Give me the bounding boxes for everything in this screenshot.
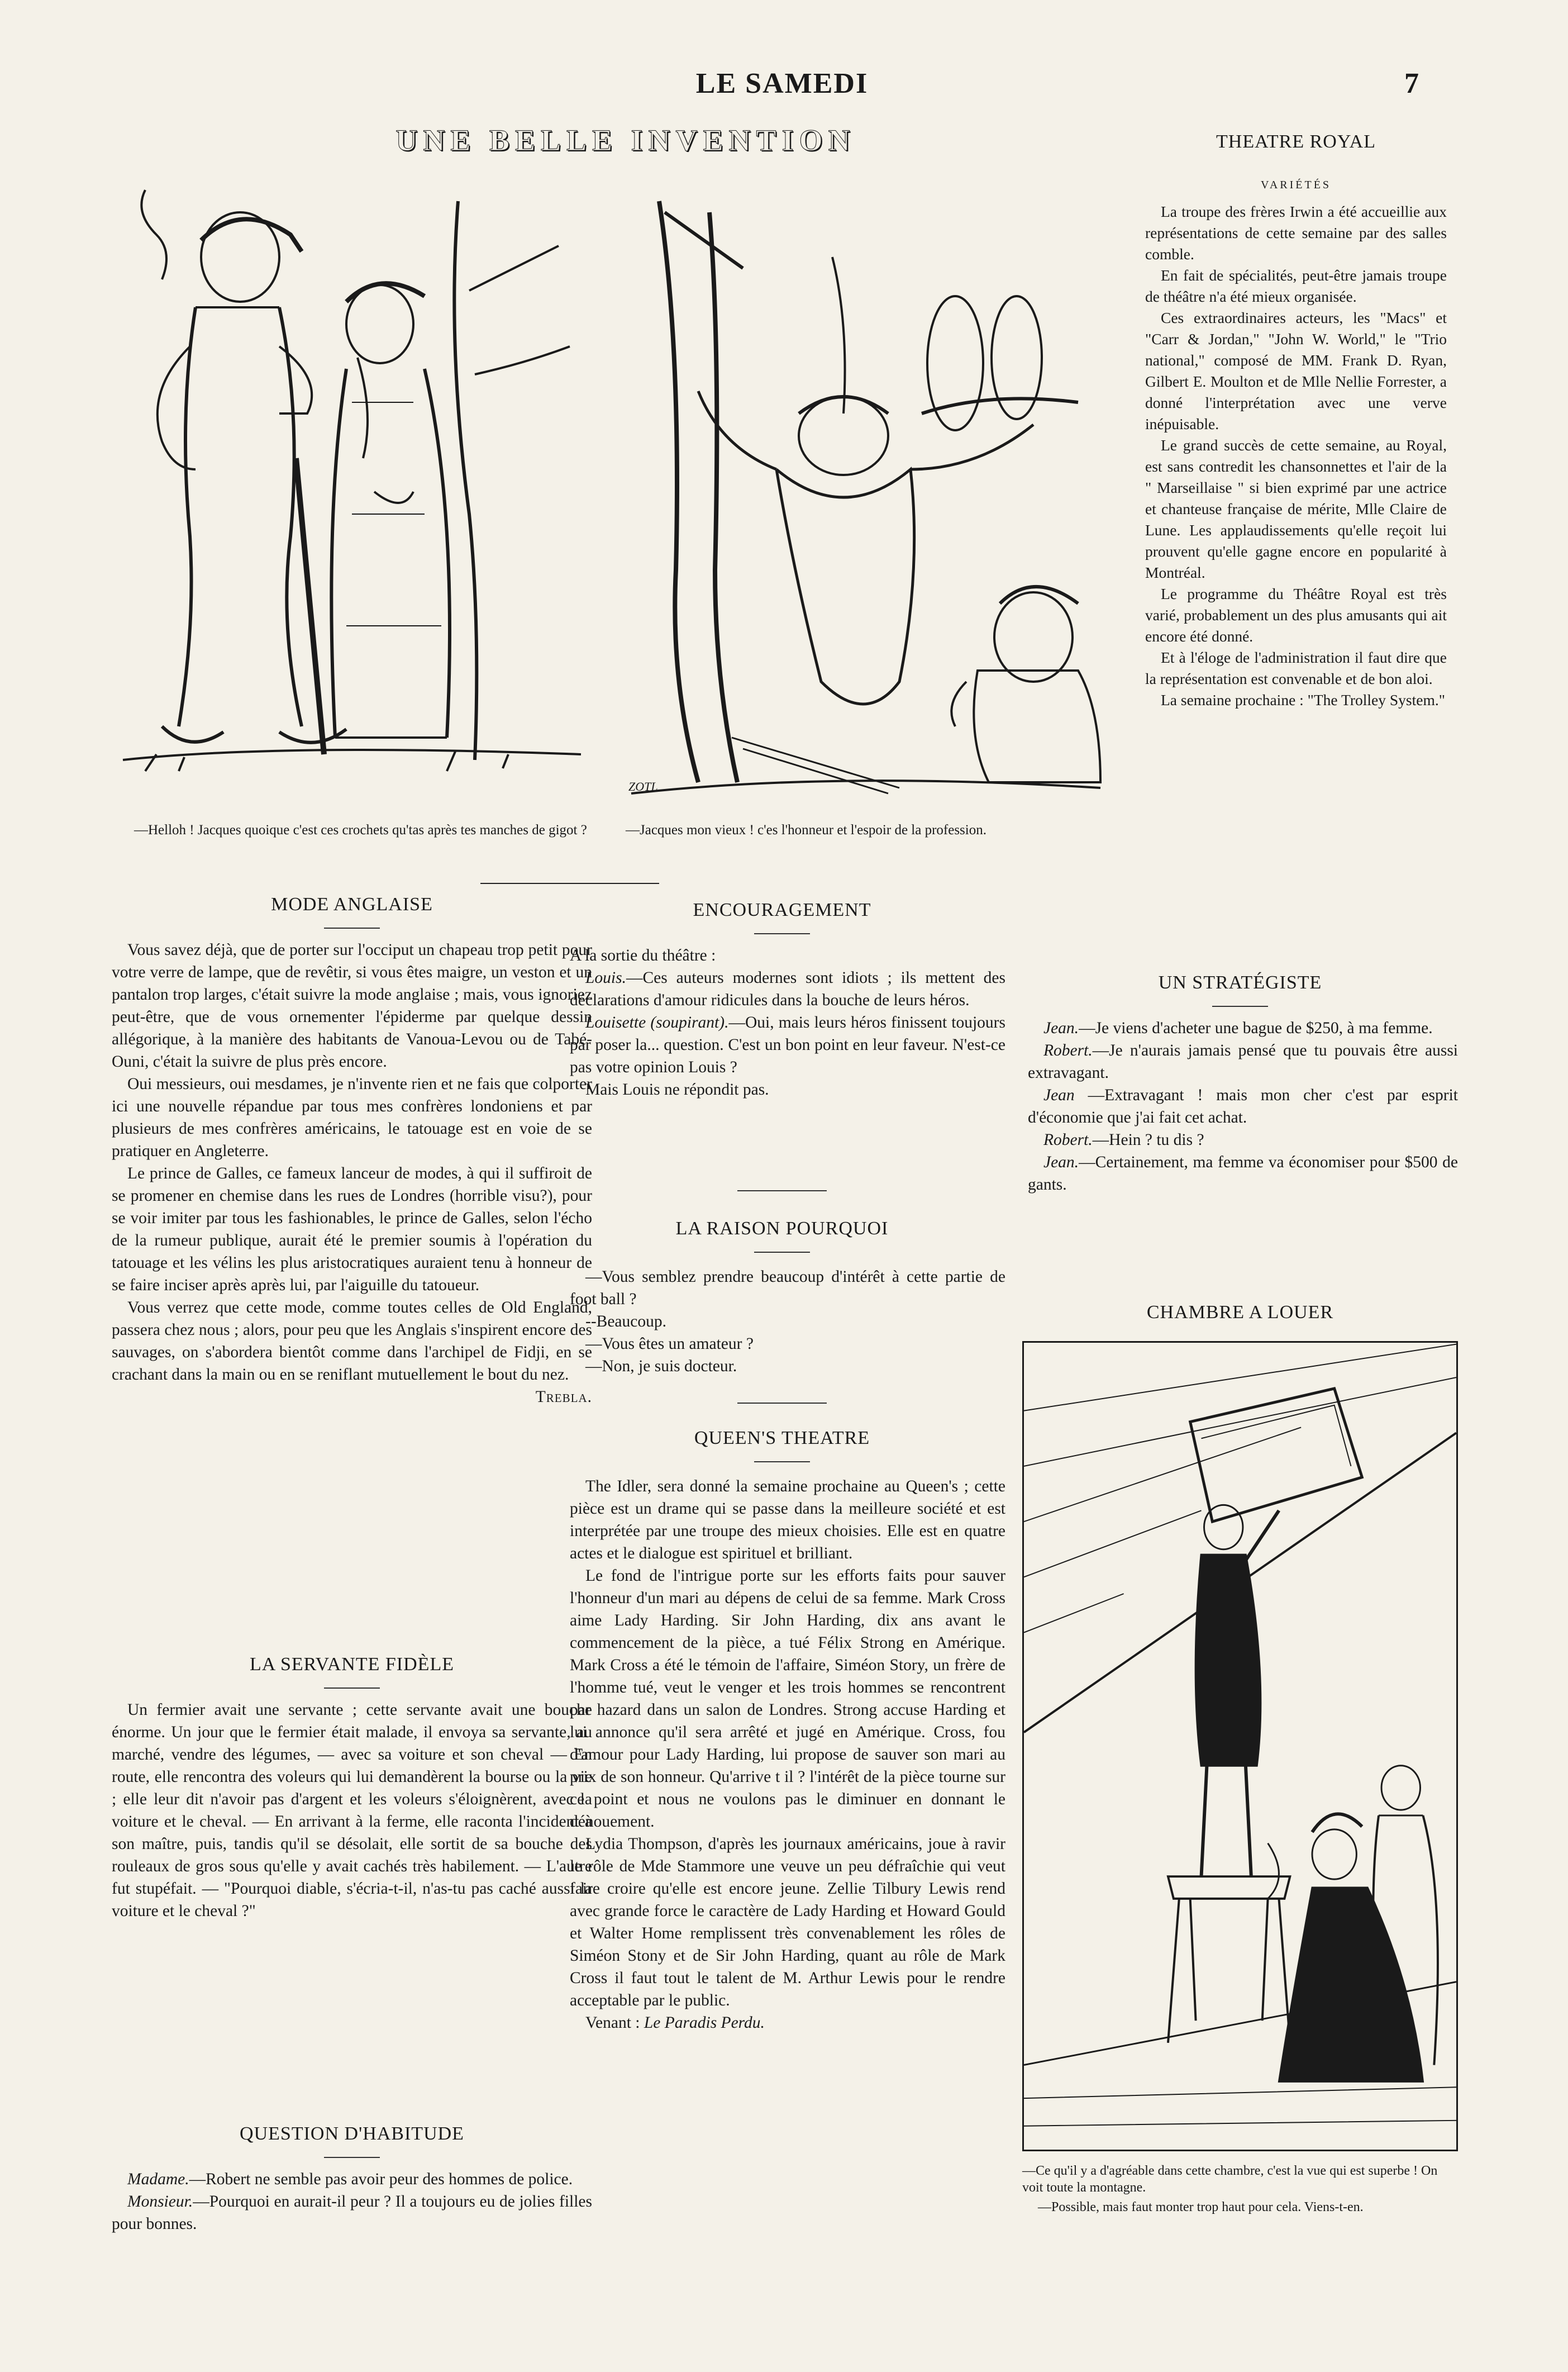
queens-p1: The Idler, sera donné la semaine prochaine au Queen's ; cette pièce est un drame qui se passe dans la meilleure société et est interprétée par une troupe des mieux choisies. Elle est en quatre actes et le dialogue est spirituel et brilliant. (570, 1477, 1005, 1562)
mode-anglaise-heading: MODE ANGLAISE (271, 894, 433, 915)
mode-anglaise-p3: Le prince de Galles, ce fameux lanceur de modes, à qui il suffiroit de se promener en chemise dans les rues de Londres (horrible visu?), pour se voir imiter par tous les fashionables, le prince de Galles, selon l'écho de la rumeur publique, aurait été le premier soumis à l'opération du tatouage et les vélins les plus aristocratiques auraient tenu à honneur de se faire inciser après après lui, par l'aiguille du tatoueur. (112, 1164, 592, 1294)
theatre-royal-heading: THEATRE ROYAL (1216, 131, 1376, 152)
heading-rule (754, 933, 810, 934)
encouragement-speaker-1: Louis. (585, 969, 626, 987)
strategiste-line-2: —Je n'aurais jamais pensé que tu pouvais être aussi extravagant. (1028, 1042, 1458, 1082)
habitude-body (112, 2168, 592, 2235)
section-divider (480, 883, 659, 884)
servante-heading: LA SERVANTE FIDÈLE (250, 1654, 454, 1675)
chambre-caption-1: —Ce qu'il y a d'agréable dans cette chambre, c'est la vue qui est superbe ! On voit toute la montagne. (1022, 2164, 1438, 2195)
strategiste-speaker-5: Jean. (1043, 1153, 1079, 1171)
encouragement-speaker-2: Louisette (soupirant). (585, 1014, 729, 1031)
raison-line-1: —Vous semblez prendre beaucoup d'intérêt à cette partie de foot ball ? (570, 1268, 1005, 1308)
strategiste-heading: UN STRATÉGISTE (1158, 972, 1322, 993)
queens-next-label: Venant : (585, 2014, 640, 2032)
strategiste-line-4: —Hein ? tu dis ? (1092, 1131, 1204, 1149)
queens-heading: QUEEN'S THEATRE (694, 1428, 870, 1448)
artist-signature: ZOTL (628, 779, 658, 793)
mode-anglaise-p4: Vous verrez que cette mode, comme toutes celles de Old England, passera chez nous ; alors, pour peu que les Anglais s'inspirent encore des sauvages, on s'abordera bientôt comme dans l'archipel de Fidji, en se crachant dans la main ou en se reniflant mutuellement le bout du nez. (112, 1299, 592, 1384)
theatre-royal-p1: La troupe des frères Irwin a été accueillie aux représentations de cette semaine par des salles comble. (1145, 203, 1447, 263)
habitude-speaker-1: Madame. (127, 2170, 189, 2188)
habitude-line-2: —Pourquoi en aurait-il peur ? Il a toujours eu de jolies filles pour bonnes. (112, 2193, 592, 2233)
man-on-post-drawing (609, 179, 1112, 816)
section-divider (737, 1190, 827, 1191)
theatre-royal-p4: Le grand succès de cette semaine, au Royal, est sans contredit les chansonnettes et l'air de la " Marseillaise " si bien exprimé par une actrice et chanteuse française de mérite, Mlle Claire de Lune. Les applaudissements qu'elle reçoit lui prouvent qu'elle gagne encore en popularité à Montréal. (1145, 436, 1447, 581)
mode-anglaise-signature: Trebla. (535, 1388, 592, 1406)
raison-heading: LA RAISON POURQUOI (675, 1218, 889, 1239)
servante-p1: Un fermier avait une servante ; cette servante avait une bouche énorme. Un jour que le fermier était malade, il envoya sa servante, au marché, vendre des légumes, — avec sa voiture et son cheval — En route, elle rencontra des voleurs qui lui demandèrent la bourse ou la vie ; elle leur dit n'avoir pas d'argent et les voleurs s'éloignèrent, avec la voiture et le cheval. — En arrivant à la ferme, elle raconta l'incident à son maître, puis, tandis qu'il se désolait, elle sortit de sa bouche des rouleaux de gros sous qu'elle y avait cachés très habilement. — L'autre fut stupéfait. — "Pourquoi diable, s'écria-t-il, n'as-tu pas caché aussi la voiture et le cheval ?" (112, 1701, 592, 1920)
strategiste-speaker-2: Robert. (1043, 1042, 1093, 1059)
raison-line-3: —Vous êtes un amateur ? (585, 1335, 754, 1353)
theatre-royal-p3: Ces extraordinaires acteurs, les "Macs" et "Carr & Jordan," "John W. World," le "Trio national," composé de MM. Frank D. Ryan, Gilbert E. Moulton et de Mlle Nellie Forrester, a donné l'interprétation avec une verve inépuisable. (1145, 309, 1447, 432)
two-men-drawing (112, 179, 592, 782)
theatre-royal-p7: La semaine prochaine : "The Trolley System." (1161, 691, 1445, 709)
heading-rule (324, 2157, 380, 2158)
theatre-royal-body (1145, 201, 1447, 711)
raison-line-4: —Non, je suis docteur. (585, 1357, 737, 1375)
encouragement-line-1: —Ces auteurs modernes sont idiots ; ils mettent des déclarations d'amour ridicules dans la bouche de leurs héros. (570, 969, 1005, 1009)
queens-p3: Lydia Thompson, d'après les journaux américains, joue à ravir le rôle de Mde Stammore une veuve un peu défraîchie qui veut faire croire qu'elle est encore jeune. Zellie Tilbury Lewis rend avec grande force le caractère de Lady Harding et Howard Gould et Walter Home remplissent très convenablement les rôles de Siméon Stony et de Sir John Harding, quant au rôle de Mark Cross il faut tout le talent de M. Arthur Lewis pour le rendre acceptable par le public. (570, 1835, 1005, 2009)
encouragement-intro: A la sortie du théâtre : (570, 947, 716, 964)
strategiste-speaker-3: Jean (1043, 1086, 1075, 1104)
strategiste-speaker-4: Robert. (1043, 1131, 1093, 1149)
encouragement-heading: ENCOURAGEMENT (693, 900, 871, 920)
mode-anglaise-body (112, 939, 592, 1408)
theatre-royal-p2: En fait de spécialités, peut-être jamais troupe de théâtre n'a été mieux organisée. (1145, 267, 1447, 305)
mode-anglaise-p2: Oui messieurs, oui mesdames, je n'invente rien et ne fais que colporter ici une nouvelle répandue par tous mes confrères londoniens et par plusieurs de mes confrères américains, le tatouage est en voie de se pratiquer en Angleterre. (112, 1075, 592, 1160)
servante-body (112, 1699, 592, 1922)
page-number: 7 (1404, 68, 1419, 99)
main-title: UNE BELLE INVENTION (395, 123, 856, 157)
heading-rule (1212, 1006, 1268, 1007)
queens-p2: Le fond de l'intrigue porte sur les efforts faits pour sauver l'honneur d'un mari au dépens de celui de sa femme. Mark Cross aime Lady Harding. Sir John Harding, dix ans avant le commencement de la pièce, a tué Félix Strong en Amérique. Mark Cross a été le témoin de l'affaire, Siméon Story, un frère de l'homme tué, veut le venger et les trois hommes se rencontrent par hazard dans un salon de Londres. Strong accuse Harding et lui annonce qu'il sera arrêté et jugé en Amérique. Cross, fou d'amour pour Lady Harding, lui propose de sauver son mari au prix de son honneur. Qu'arrive t il ? l'intérêt de la pièce tourne sur ce point et nous ne voulons pas le diminuer en donnant le dénouement. (570, 1567, 1005, 1831)
habitude-speaker-2: Monsieur. (127, 2193, 193, 2211)
heading-rule (324, 928, 380, 929)
strategiste-line-5: —Certainement, ma femme va économiser pour $500 de gants. (1028, 1153, 1458, 1194)
cartoon-left-illustration (112, 179, 592, 782)
theatre-royal-subheading: VARIÉTÉS (1260, 179, 1332, 191)
chambre-illustration (1022, 1341, 1458, 2151)
queens-next-title: Le Paradis Perdu. (644, 2014, 765, 2032)
cartoon-left-caption: —Helloh ! Jacques quoique c'est ces crochets qu'tas après tes manches de gigot ? (134, 823, 587, 838)
queens-body (570, 1475, 1005, 2034)
raison-line-2: --Beaucoup. (585, 1313, 666, 1330)
section-divider (737, 1403, 827, 1404)
strategiste-body (1028, 1017, 1458, 1196)
heading-rule (754, 1461, 810, 1462)
habitude-line-1: —Robert ne semble pas avoir peur des hommes de police. (189, 2170, 573, 2188)
chambre-caption-2: —Possible, mais faut monter trop haut pour cela. Viens-t-en. (1038, 2200, 1364, 2214)
heading-rule (324, 1688, 380, 1689)
strategiste-line-1: —Je viens d'acheter une bague de $250, à ma femme. (1079, 1019, 1433, 1037)
strategiste-speaker-1: Jean. (1043, 1019, 1079, 1037)
encouragement-body (570, 944, 1005, 1101)
cartoon-right-illustration (609, 179, 1112, 816)
journal-title: LE SAMEDI (695, 68, 869, 99)
mode-anglaise-p1: Vous savez déjà, que de porter sur l'occiput un chapeau trop petit pour votre verre de lampe, que de revêtir, si vous êtes maigre, un veston et un pantalon trop larges, c'était suivre la mode anglaise ; mais, vous ignoriez peut-être, que de vous ornementer l'épiderme par quelque dessin allégorique, à la manière des habitants de Vanoua-Levou ou de Tabé-Ouni, c'était la suivre de plus près encore. (112, 941, 592, 1071)
attic-room-drawing (1024, 1343, 1456, 2150)
cartoon-right-caption: —Jacques mon vieux ! c'es l'honneur et l'espoir de la profession. (626, 823, 986, 838)
heading-rule (754, 1252, 810, 1253)
encouragement-line-2: —Oui, mais leurs héros finissent toujours par poser la... question. C'est un bon point en leur faveur. N'est-ce pas votre opinion Louis ? (570, 1014, 1005, 1076)
habitude-heading: QUESTION D'HABITUDE (240, 2123, 464, 2144)
encouragement-line-3: Mais Louis ne répondit pas. (585, 1081, 769, 1099)
chambre-heading: CHAMBRE A LOUER (1146, 1302, 1334, 1323)
strategiste-line-3: —Extravagant ! mais mon cher c'est par esprit d'économie que j'ai fait cet achat. (1028, 1086, 1459, 1126)
raison-body (570, 1266, 1005, 1377)
theatre-royal-p5: Le programme du Théâtre Royal est très varié, probablement un des plus amusants qui ait encore été donné. (1145, 585, 1447, 645)
theatre-royal-p6: Et à l'éloge de l'administration il faut dire que la représentation est convenable et de bon aloi. (1145, 649, 1447, 687)
